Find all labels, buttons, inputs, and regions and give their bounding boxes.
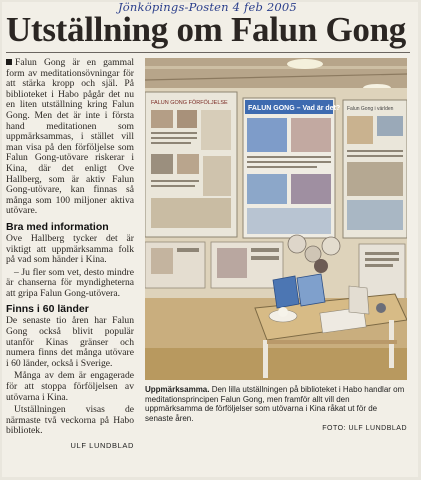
intro-text: Falun Gong är en gammal form av meditationsövningar för att stärka kropp och själ. På biblioteket i Habo pågår det nu en liten utställning kring Falun Gong. Men det är inte i första hand meditationen som uppmärksammas, i stället vill man visa på den förföljelse som Falun Gong-utövare riskerar i Kina, där det enligt Ove Hallberg, som är aktiv Falun Gong-utövare, kan finnas så många som 100 miljoner aktiva utövare.	[6, 57, 134, 217]
byline: ULF LUNDBLAD	[70, 441, 134, 450]
photo-illustration	[145, 58, 407, 380]
caption-text: Den lilla utställningen på biblioteket i Habo handlar om meditationsprincipen Falun Gong, men framför allt vill den uppmärksamma de förföljelser som utövarna i Kina råkat ut för de senaste åren.	[145, 385, 405, 423]
headline: Utställning om Falun Gong	[6, 10, 406, 49]
caption-lead: Uppmärksamma.	[145, 385, 210, 394]
quote-paragraph: – Ju fler som vet, desto mindre är chanserna för myndigheterna att gripa Falun Gong-utövera.	[6, 266, 134, 299]
poster-headline: FALUN GONG – Vad är det?	[248, 105, 341, 112]
intro-paragraph	[6, 58, 134, 217]
poster-left-title: FALUN GONG FÖRFÖLJELSE	[151, 100, 228, 106]
poster-right-title: Falun Gong i världen	[347, 106, 394, 112]
paragraph: De senaste tio åren har Falun Gong också blivit populär utanför Kinas gränser och numera finns det många utövare i 60 länder, också i Sverige.	[6, 315, 134, 369]
headline-rule	[6, 52, 410, 53]
paragraph: Många av dem är engagerade för att stoppa förföljelsen av utövarna i Kina.	[6, 370, 134, 403]
paragraph: Ove Hallberg tycker det är viktigt att uppmärksamma folk på vad som händer i Kina.	[6, 232, 134, 266]
photo-caption	[145, 385, 407, 434]
bullet-square-icon	[6, 59, 12, 65]
paragraph: Utställningen visas de närmaste två veckorna på Habo bibliotek.	[6, 404, 134, 437]
subheading-countries: Finns i 60 länder	[6, 303, 89, 316]
photo-credit: FOTO: ULF LUNDBLAD	[322, 425, 407, 433]
handwritten-source-note: Jönköpings-Posten 4 feb 2005	[118, 0, 297, 14]
article-column	[6, 58, 134, 439]
exhibition-photo	[145, 58, 407, 380]
subheading-information: Bra med information	[6, 220, 109, 233]
